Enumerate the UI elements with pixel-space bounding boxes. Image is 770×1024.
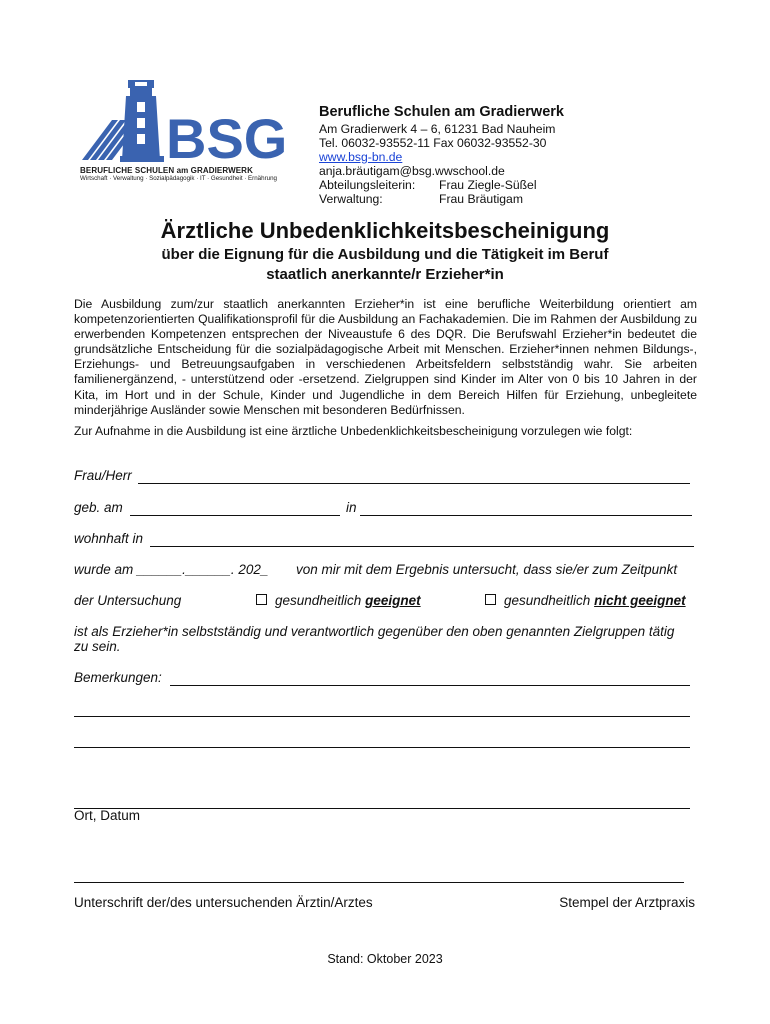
logo-line2: Wirtschaft · Verwaltung · Sozialpädagogik · IT · Gesundheit · Ernährung bbox=[80, 175, 277, 182]
intro-paragraph: Die Ausbildung zum/zur staatlich anerkannten Erzieher*in ist eine berufliche Weiterbildung orientiert am kompetenzorientierten Qualifikationsprofil für die Ausbildung an Fachakademien. Die im Rahmen der Ausbildung zu erwerbenden Kompetenzen entsprechen der Niveaustufe 6 des DQR. Die Berufswahl Erzieher*in bedeutet die grundsätzliche Entscheidung für die sozialpädagogische Arbeit mit Menschen. Erzieher*innen nehmen Bildungs-, Erziehungs- und Betreuungsaufgaben in verschiedenen Arbeitsfeldern selbstständig wahr. Sie arbeiten familienergänzend, - unterstützend oder -ersetzend. Zielgruppen sind Kinder im Alter von 0 bis 10 Jahren in der Kita, im Hort und in der Schule, Kinder und Jugendliche in dem Bereich Hilfen für Erziehung, unbegleitete minderjährige Ausländer sowie Menschen mit besonderen Bedürfnissen. bbox=[74, 297, 697, 417]
option-not-suitable-prefix: gesundheitlich bbox=[504, 593, 591, 608]
subtitle-line2: staatlich anerkannte/r Erzieher*in bbox=[266, 266, 504, 283]
birthplace-field[interactable] bbox=[360, 515, 692, 516]
remarks-label: Bemerkungen: bbox=[74, 670, 162, 685]
admin-label: Verwaltung: bbox=[319, 192, 383, 206]
place-date-field[interactable] bbox=[74, 808, 690, 809]
residence-label: wohnhaft in bbox=[74, 531, 144, 546]
statement-line1: ist als Erzieher*in selbstständig und verantwortlich gegenüber den oben genannten Zielgruppen tätig bbox=[74, 624, 675, 639]
intro-instruction: Zur Aufnahme in die Ausbildung ist eine ärztliche Unbedenklichkeitsbescheinigung vorzulegen wie folgt: bbox=[74, 424, 633, 438]
born-in-label: in bbox=[346, 500, 357, 515]
exam-text: von mir mit dem Ergebnis untersucht, dass sie/er zum Zeitpunkt bbox=[296, 562, 678, 577]
remarks-field-1[interactable] bbox=[170, 685, 690, 686]
option-suitable-prefix: gesundheitlich bbox=[275, 593, 362, 608]
exam-line2: der Untersuchung bbox=[74, 593, 182, 608]
dept-head bbox=[319, 178, 537, 192]
option-suitable-emph: geeignet bbox=[365, 593, 421, 608]
school-name: Berufliche Schulen am Gradierwerk bbox=[319, 104, 564, 120]
dept-head-value: Frau Ziegle-Süßel bbox=[439, 178, 537, 192]
signature-label: Unterschrift der/des untersuchenden Ärztin/Arztes bbox=[74, 895, 373, 910]
document-title: Ärztliche Unbedenklichkeitsbescheinigung bbox=[160, 218, 610, 243]
birthdate-field[interactable] bbox=[130, 515, 340, 516]
footer-stand: Stand: Oktober 2023 bbox=[327, 952, 443, 966]
name-label: Frau/Herr bbox=[74, 468, 132, 483]
option-suitable[interactable] bbox=[256, 593, 421, 608]
stamp-label: Stempel der Arztpraxis bbox=[559, 895, 695, 910]
phone-fax: Tel. 06032-93552-11 Fax 06032-93552-30 bbox=[319, 136, 547, 150]
email: anja.bräutigam@bsg.wwschool.de bbox=[319, 164, 505, 178]
logo-line1: BERUFLICHE SCHULEN am GRADIERWERK bbox=[80, 166, 253, 175]
admin-value: Frau Bräutigam bbox=[439, 192, 523, 206]
checkbox-not-suitable[interactable] bbox=[485, 594, 496, 605]
remarks-field-2[interactable] bbox=[74, 716, 690, 717]
option-not-suitable-emph: nicht geeignet bbox=[594, 593, 686, 608]
born-label: geb. am bbox=[74, 500, 123, 515]
signature-field[interactable] bbox=[74, 882, 684, 883]
statement-line2: zu sein. bbox=[74, 639, 121, 654]
address: Am Gradierwerk 4 – 6, 61231 Bad Nauheim bbox=[319, 122, 556, 136]
checkbox-suitable[interactable] bbox=[256, 594, 267, 605]
dept-head-label: Abteilungsleiterin: bbox=[319, 178, 416, 192]
logo-letters: BSG bbox=[166, 107, 288, 170]
place-date-label: Ort, Datum bbox=[74, 808, 141, 823]
website-link[interactable]: www.bsg-bn.de bbox=[319, 150, 403, 164]
remarks-field-3[interactable] bbox=[74, 747, 690, 748]
name-field[interactable] bbox=[138, 483, 690, 484]
residence-field[interactable] bbox=[150, 546, 694, 547]
subtitle-line1: über die Eignung für die Ausbildung und die Tätigkeit im Beruf bbox=[161, 246, 609, 263]
exam-date-prefix: wurde am ______.______. 202_ bbox=[74, 562, 269, 577]
admin bbox=[319, 192, 523, 206]
option-not-suitable[interactable] bbox=[485, 593, 686, 608]
